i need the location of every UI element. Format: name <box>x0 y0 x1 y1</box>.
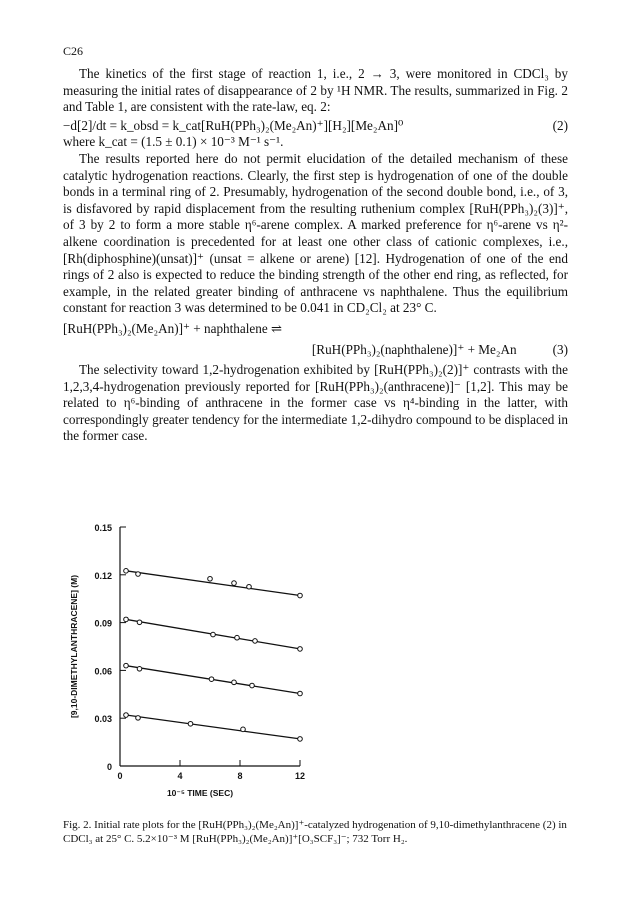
series-1-point <box>247 584 252 589</box>
equation-2-body: −d[2]/dt = k_obsd = k_cat[RuH(PPh₃)₂(Me₂An)⁺][H₂][Me₂An]⁰ <box>63 117 404 133</box>
paragraph-mechanism: The results reported here do not permit elucidation of the detailed mechanism of these catalytic hydrogenation reactions. Clearly, the first step is hydrogenation of one of the double bonds in a terminal ring of 2. Presumably, hydrogenation of the second double bond, i.e., of 3, is disfavored by rapid displacement from the resulting ruthenium complex [RuH(PPh₃)₂(3)]⁺, of 3 by 2 to form a more stable η⁶-arene complex. A marked preference for η⁶-arene vs η²-alkene coordination is precedented for at least one other class of cationic complexes, i.e., [Rh(diphosphine)(unsat)]⁺ (unsat = alkene or arene) [12]. Hydrogenation of one of the end rings of 2 also is expected to reduce the binding strength of the other end ring, as reflected, for example, in the related greater binding of anthracene vs naphthalene. Thus the equilibrium constant for reaction 3 was determined to be 0.041 in CD₂Cl₂ at 23° C. <box>63 150 568 316</box>
x-tick-label: 12 <box>294 771 306 781</box>
series-4-point <box>188 721 193 726</box>
series-1-point <box>298 593 303 598</box>
series-1-fit-line <box>126 571 300 596</box>
series-3-point <box>137 667 142 672</box>
series-1-point <box>136 572 141 577</box>
series-3-point <box>209 677 214 682</box>
rate-plot-chart <box>63 515 568 805</box>
y-tick-label: 0.03 <box>94 714 112 725</box>
x-axis-label: 10⁻⁵ TIME (SEC) <box>166 788 234 798</box>
paragraph-where: where k_cat = (1.5 ± 0.1) × 10⁻³ M⁻¹ s⁻¹. <box>63 134 284 150</box>
y-tick-label: 0.12 <box>94 570 112 581</box>
series-1-point <box>124 569 129 574</box>
equation-3 <box>63 321 568 358</box>
series-4-point <box>124 713 129 718</box>
paragraph-kinetics: The kinetics of the first stage of reaction 1, i.e., 2 → 3, were monitored in CDCl₃ by measuring the initial rates of disappearance of 2 by ¹H NMR. The results, summarized in Fig. 2 and Table 1, are consistent with the rate-law, eq. 2: <box>63 66 568 115</box>
x-tick-label: 0 <box>117 771 123 781</box>
y-tick-label: 0.15 <box>94 523 112 533</box>
equation-2-number: (2) <box>552 117 568 133</box>
series-4-point <box>136 716 141 721</box>
series-2-point <box>211 632 216 637</box>
y-tick-label: 0.06 <box>94 666 112 677</box>
equation-3-number: (3) <box>552 341 568 357</box>
y-tick-label: 0 <box>106 762 112 772</box>
series-2-point <box>253 639 258 644</box>
figure-caption: Fig. 2. Initial rate plots for the [RuH(PPh₃)₂(Me₂An)]⁺-catalyzed hydrogenation of 9,10-dimethylanthracene (2) in CDCl₃ at 25° C. 5.2×10⁻³ M [RuH(PPh₃)₂(Me₂An)]⁺[O₃SCF₃]⁻; 732 Torr H₂. <box>63 819 567 845</box>
page-number: C26 <box>63 44 84 58</box>
body-text <box>63 66 568 445</box>
series-2-point <box>124 617 129 622</box>
equation-3-line-1: [RuH(PPh₃)₂(Me₂An)]⁺ + naphthalene ⇌ <box>63 320 283 336</box>
series-4-point <box>241 727 246 732</box>
series-3-point <box>298 691 303 696</box>
series-3-point <box>124 663 129 668</box>
series-2-point <box>235 635 240 640</box>
equation-2 <box>63 118 568 135</box>
x-tick-label: 8 <box>237 771 243 781</box>
x-tick-label: 4 <box>177 771 183 781</box>
series-2-point <box>137 620 142 625</box>
paragraph-selectivity: The selectivity toward 1,2-hydrogenation exhibited by [RuH(PPh₃)₂(2)]⁺ contrasts with the 1,2,3,4-hydrogenation previously reported for [RuH(PPh₃)₂(anthracene)]⁻ [1,2]. This may be related to η⁶-binding of anthracene in the former case vs η⁴-binding in the latter, with correspondingly greater tendency for the intermediate 1,2-dihydro compound to be displaced in the former case. <box>63 362 568 444</box>
series-2-point <box>298 647 303 652</box>
series-1-point <box>232 581 237 586</box>
equation-3-line-2: [RuH(PPh₃)₂(naphthalene)]⁺ + Me₂An <box>311 341 517 357</box>
series-1-point <box>208 576 213 581</box>
equation-3-line-2-row <box>63 342 568 359</box>
series-4-fit-line <box>126 715 300 739</box>
series-4-point <box>298 737 303 742</box>
figure-2 <box>63 515 568 805</box>
y-axis-label: [9,10-DIMETHYLANTHRACENE] (M) <box>69 574 79 719</box>
series-3-point <box>250 683 255 688</box>
series-3-point <box>232 680 237 685</box>
y-tick-label: 0.09 <box>94 618 112 629</box>
